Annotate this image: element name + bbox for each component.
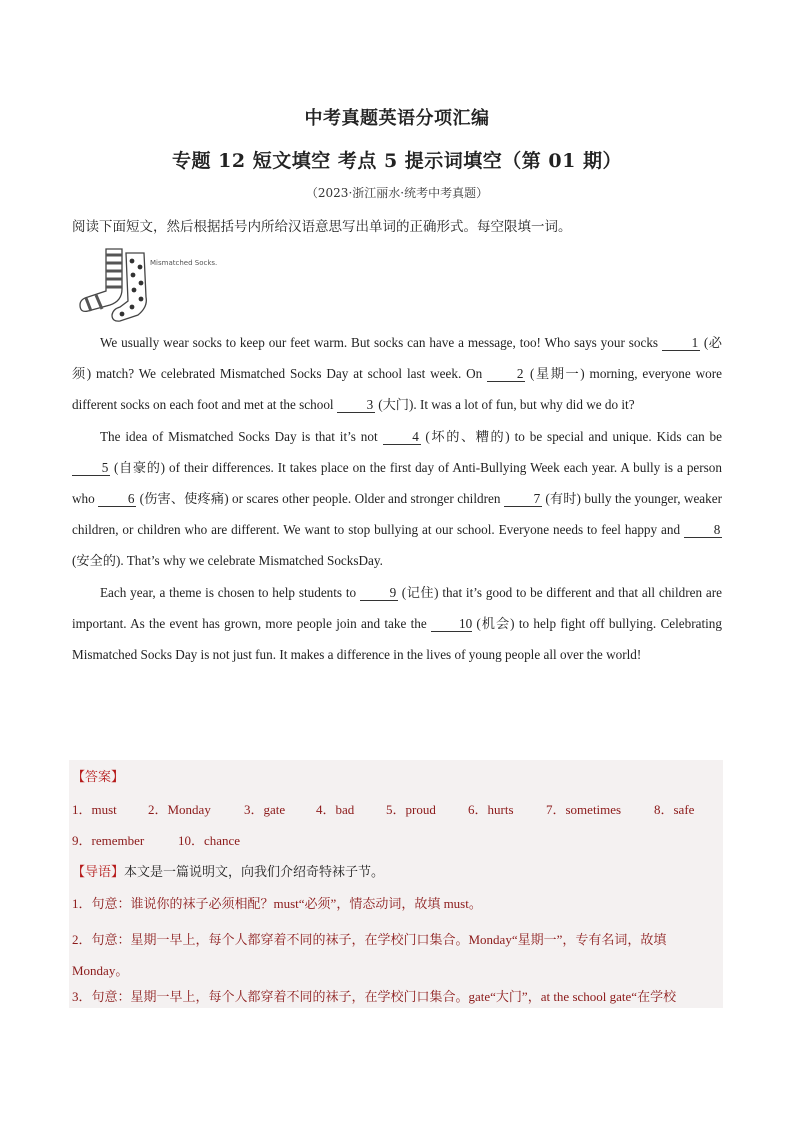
answer-item: 6．hurts: [468, 802, 514, 817]
reading-passage: [72, 327, 722, 670]
page-subtitle: 专题 12 短文填空 考点 5 提示词填空（第 01 期）: [172, 150, 622, 172]
guide-text: 本文是一篇说明文，向我们介绍奇特袜子节。: [124, 864, 385, 879]
guide-line: [72, 861, 384, 880]
answer-row-2: [72, 830, 240, 849]
blank-2: 2: [487, 366, 525, 382]
paragraph-3: Each year, a theme is chosen to help students to 9 (记住) that it’s good to be different and that all children are important. As the event has grown, more people join and take the 10 (机会) to help fight off bullying. Celebrating Mismatched Socks Day is not just fun. It makes a difference in the lives of young people all over the world!: [72, 584, 722, 663]
page-title: 中考真题英语分项汇编: [304, 108, 490, 129]
paragraph-2: The idea of Mismatched Socks Day is that it’s not 4 (坏的、糟的) to be special and unique. Kids can be 5 (自豪的) of their differences. It takes place on the first day of Anti-Bullying Week each year. A bully is a person who 6 (伤害、使疼痛) or scares other people. Older and stronger children 7 (有时) bully the younger, weaker children, or children who are different. We want to stop bullying at our school. Everyone needs to feel happy and 8 (安全的). That’s why we celebrate Mismatched SocksDay.: [72, 428, 723, 569]
explanation-1: 1．句意：谁说你的袜子必须相配？must“必须”，情态动词，故填 must。: [72, 896, 482, 911]
blank-10: 10: [431, 616, 472, 632]
paragraph-1: We usually wear socks to keep our feet warm. But socks can have a message, too! Who says your socks 1 (必须) match? We celebrated Mismatched Socks Day at school last week. On 2 (星期一) morning, everyone wore different socks on each foot and met at the school 3 (大门). It was a lot of fun, but why did we do it?: [72, 335, 722, 413]
source-note: （2023·浙江丽水·统考中考真题）: [305, 186, 489, 200]
blank-7: 7: [504, 491, 542, 507]
blank-4: 4: [383, 429, 421, 445]
blank-5: 5: [72, 460, 110, 476]
answer-label: 【答案】: [72, 769, 125, 784]
answer-item: 10．chance: [178, 833, 241, 848]
answer-item: 3．gate: [244, 802, 286, 817]
socks-caption: Mismatched Socks.: [150, 259, 218, 267]
explanation-2: 2．句意：星期一早上，每个人都穿着不同的袜子，在学校门口集合。Monday“星期一”，专有名词，故填 Monday。: [72, 932, 667, 978]
answer-item: 8．safe: [654, 802, 695, 817]
blank-3: 3: [337, 397, 375, 413]
answer-item: 1．must: [72, 802, 117, 817]
blank-8: 8: [684, 522, 722, 538]
answer-row-1: [72, 799, 694, 818]
guide-label: 【导语】: [72, 864, 125, 879]
answer-item: 7．sometimes: [546, 802, 622, 817]
answer-item: 9．remember: [72, 833, 145, 848]
answer-item: 2．Monday: [148, 802, 211, 817]
blank-6: 6: [98, 491, 136, 507]
instruction-text: 阅读下面短文，然后根据括号内所给汉语意思写出单词的正确形式。每空限填一词。: [72, 219, 572, 235]
explanation-3: 3．句意：星期一早上，每个人都穿着不同的袜子，在学校门口集合。gate“大门”，at the school gate“在学校: [72, 989, 677, 1004]
blank-9: 9: [360, 585, 398, 601]
blank-1: 1: [662, 335, 700, 351]
answer-item: 4．bad: [316, 802, 355, 817]
socks-illustration: [76, 245, 218, 323]
striped-sock-icon: [80, 249, 122, 311]
answer-item: 5．proud: [386, 802, 436, 817]
